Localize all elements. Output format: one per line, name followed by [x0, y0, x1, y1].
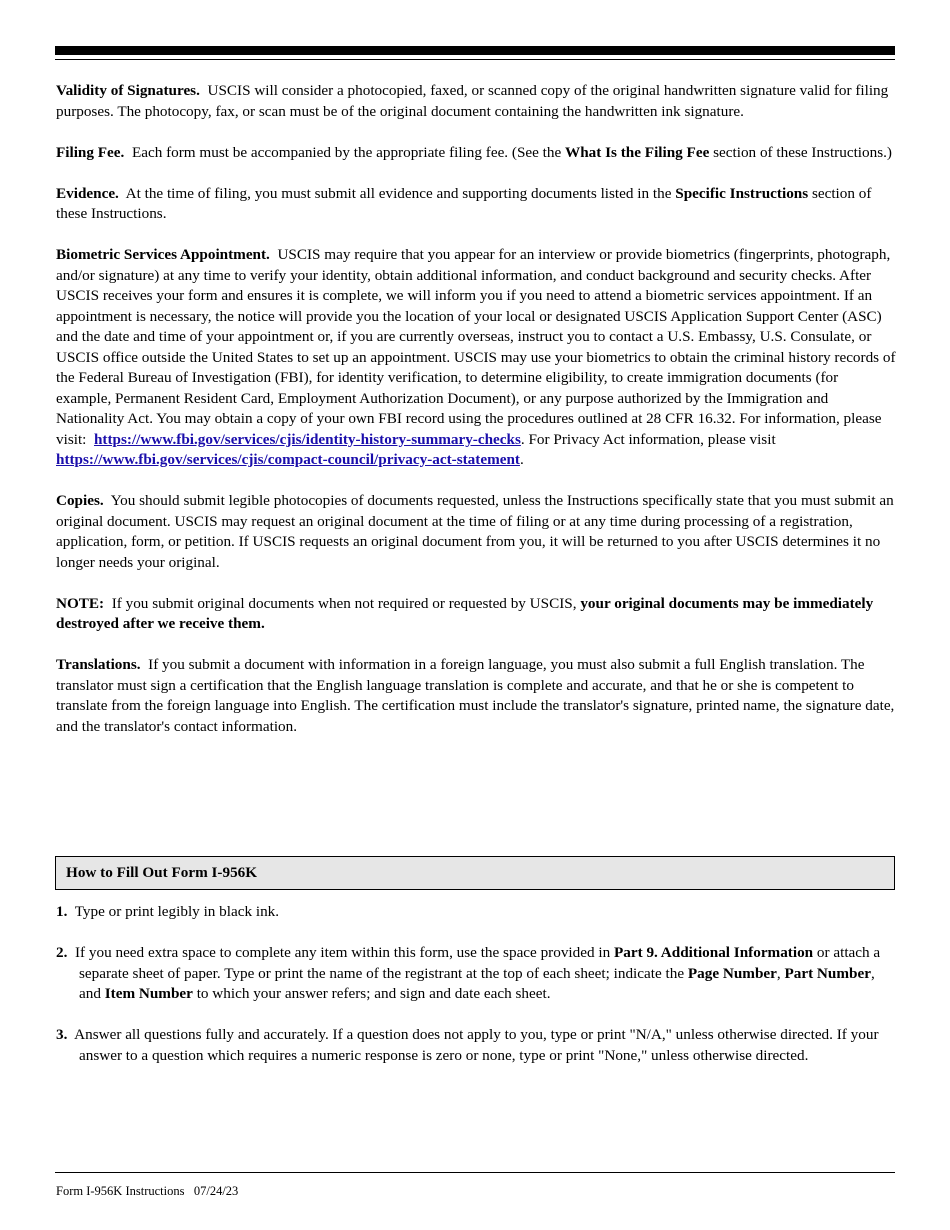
identity-history-link[interactable]: https://www.fbi.gov/services/cjis/identity-history-summary-checks: [93, 430, 521, 448]
header-rule-thick: [55, 46, 895, 55]
copies-heading: Copies.: [56, 492, 104, 509]
evidence-text: At the time of filing, you must submit all evidence and supporting documents listed in the: [125, 184, 672, 202]
validity-text: USCIS will consider a photocopied, faxed, or scanned copy of the original handwritten signature valid for filing purposes. The photocopy, fax, or scan must be of the original document containing the handwritten ink signature.: [56, 82, 889, 120]
list-item: [56, 943, 896, 1005]
page-footer: [56, 1184, 238, 1199]
item-text: , and: [79, 964, 875, 1002]
item-text: to which your answer refers; and sign and date each sheet.: [196, 985, 551, 1002]
header-rule-thin: [55, 59, 895, 60]
note-text: If you submit original documents when not required or requested by USCIS,: [111, 594, 577, 612]
filing-fee-text: Each form must be accompanied by the appropriate filing fee. (See the: [131, 143, 562, 161]
biometric-text-mid: . For Privacy Act information, please visit: [520, 430, 776, 448]
translations-paragraph: [56, 655, 896, 737]
filing-fee-text-end: section of these Instructions.): [713, 143, 892, 161]
biometric-text: USCIS may require that you appear for an interview or provide biometrics (fingerprints, photograph, and/or signature) at any time to verify your identity, obtain additional information, and conduct background and security checks. After USCIS receives your form and ensures it is complete, we will inform you if you need to attend a biometric services appointment. If an appointment is necessary, the notice will provide you the location of your local or designated USCIS Application Support Center (ASC) and the date and time of your appointment or, if you are currently overseas, instruct you to contact a U.S. Embassy, U.S. Consulate, or USCIS office outside the United States to set up an appointment. USCIS may use your biometrics to obtain the criminal history records of the Federal Bureau of Investigation (FBI), for identity verification, to determine eligibility, to create immigration documents (for example, Permanent Resident Card, Employment Authorization Document), or any purpose authorized by the Immigration and Nationality Act. You may obtain a copy of your own FBI record using the procedures outlined at 28 CFR 16.32. For information, please visit:: [56, 246, 896, 448]
section-title: How to Fill Out Form I-956K: [66, 864, 258, 881]
item-bold-ref: Part 9. Additional Information: [613, 944, 814, 961]
validity-paragraph: [56, 81, 896, 122]
evidence-paragraph: [56, 184, 896, 225]
instructions-body: [56, 81, 896, 758]
translations-heading: Translations.: [56, 656, 141, 673]
footer-date: 07/24/23: [193, 1184, 239, 1198]
item-bold-ref: Page Number: [687, 964, 777, 982]
list-item: [56, 1025, 896, 1066]
note-warning: your original documents may be immediately destroyed after we receive them.: [56, 594, 874, 632]
item-text: If you need extra space to complete any item within this form, use the space provided in: [74, 944, 611, 961]
note-paragraph: [56, 594, 896, 635]
item-text: ,: [776, 964, 781, 982]
fill-out-instructions-list: [56, 902, 896, 1087]
filing-fee-paragraph: [56, 143, 896, 164]
validity-heading: Validity of Signatures.: [56, 82, 200, 99]
evidence-text-end: section of these Instructions.: [56, 184, 872, 222]
filing-fee-heading: Filing Fee.: [56, 143, 125, 161]
filing-fee-section-ref: What Is the Filing Fee: [565, 143, 710, 161]
list-item: [56, 902, 896, 923]
evidence-section-ref: Specific Instructions: [675, 184, 809, 202]
item-number: 1.: [56, 903, 68, 920]
privacy-act-link[interactable]: https://www.fbi.gov/services/cjis/compact-council/privacy-act-statement: [56, 451, 520, 468]
footer-rule: [55, 1172, 895, 1173]
note-heading: NOTE:: [56, 594, 105, 612]
copies-paragraph: [56, 491, 896, 573]
item-text: or attach a separate sheet of paper. Type or print the name of the registrant at the top of each sheet; indicate the: [79, 944, 881, 982]
copies-text: You should submit legible photocopies of documents requested, unless the Instructions specifically state that you must submit an original document. USCIS may request an original document at the time of filing or at any time during processing of a registration, application, form, or petition. If USCIS requests an original document from you, it will be returned to you after USCIS determines it no longer needs your original.: [56, 492, 894, 571]
biometric-text-end: .: [519, 451, 524, 468]
evidence-heading: Evidence.: [56, 184, 119, 202]
biometric-heading: Biometric Services Appointment.: [56, 246, 270, 263]
item-number: 3.: [56, 1026, 68, 1043]
item-bold-ref: Item Number: [104, 985, 193, 1002]
item-text: Type or print legibly in black ink.: [74, 903, 280, 920]
item-text: Answer all questions fully and accurately. If a question does not apply to you, type or print "N/A," unless otherwise directed. If your answer to a question which requires a numeric response is zero or none, type or print "None," unless otherwise directed.: [74, 1026, 879, 1064]
item-bold-ref: Part Number: [784, 964, 871, 982]
item-number: 2.: [56, 944, 68, 961]
section-header-box: [55, 856, 895, 890]
footer-form-name: Form I-956K Instructions: [56, 1184, 185, 1198]
biometric-paragraph: [56, 245, 896, 471]
translations-text: If you submit a document with information in a foreign language, you must also submit a full English translation. The translator must sign a certification that the English language translation is complete and accurate, and that he or she is competent to translate from the foreign language into English. The certification must include the translator's signature, printed name, the signature date, and the translator's contact information.: [56, 656, 895, 735]
